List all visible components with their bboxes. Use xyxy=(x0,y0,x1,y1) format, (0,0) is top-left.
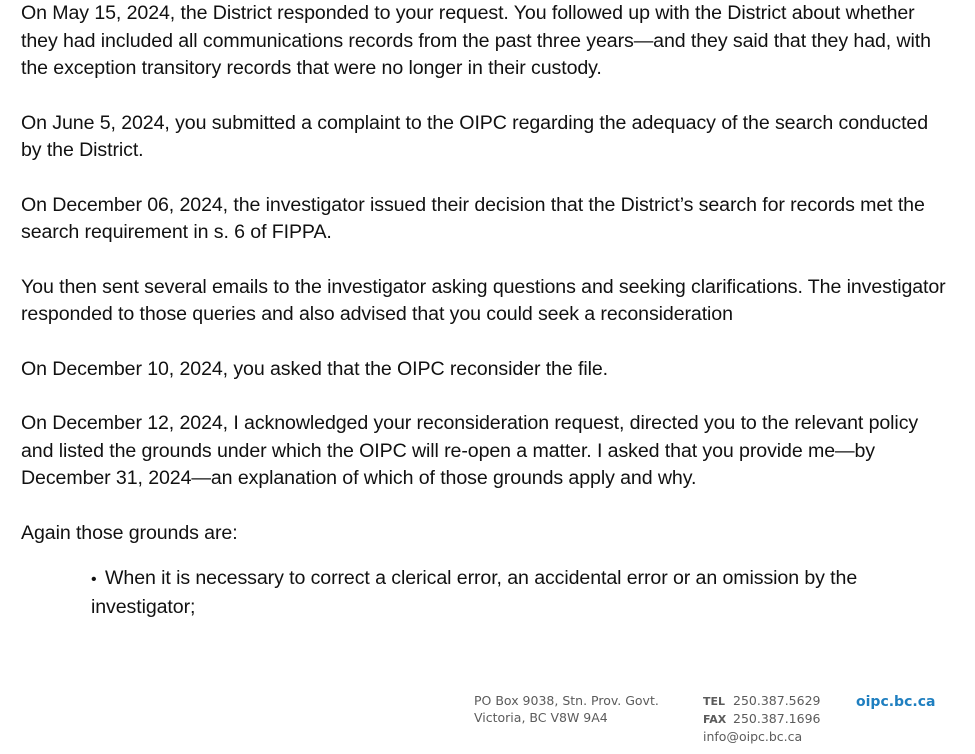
website-link[interactable]: oipc.bc.ca xyxy=(856,694,936,710)
tel-value: 250.387.5629 xyxy=(733,693,821,708)
address-line-1: PO Box 9038, Stn. Prov. Govt. xyxy=(474,693,659,708)
paragraph-emails: You then sent several emails to the investigator asking questions and seeking clarifications. The investigator responded to those queries and also advised that you could seek a reconsideration xyxy=(21,275,946,325)
paragraph-december-10: On December 10, 2024, you asked that the OIPC reconsider the file. xyxy=(21,357,608,380)
paragraph-may-15: On May 15, 2024, the District responded to your request. You followed up with the District about whether they had included all communications records from the past three years—and they said that they had, with the exception transitory records that were no longer in their custody. xyxy=(21,2,931,79)
paragraph-december-12: On December 12, 2024, I acknowledged your reconsideration request, directed you to the relevant policy and listed the grounds under which the OIPC will re-open a matter. I asked that you provide me—by December 31, 2024—an explanation of which of those grounds apply and why. xyxy=(21,412,919,489)
fax-label: FAX xyxy=(703,713,727,726)
letterhead-footer xyxy=(474,692,954,752)
list-item-text: When it is necessary to correct a clerical error, an accidental error or an omission by the investigator; xyxy=(91,567,858,618)
tel-label: TEL xyxy=(703,695,726,708)
fax-value: 250.387.1696 xyxy=(733,711,821,726)
list-item xyxy=(91,565,931,621)
bullet-icon: • xyxy=(91,571,97,588)
footer-contact xyxy=(703,692,820,745)
paragraph-grounds-intro: Again those grounds are: xyxy=(21,521,238,544)
address-line-2: Victoria, BC V8W 9A4 xyxy=(474,710,608,725)
letter-body xyxy=(21,0,951,621)
grounds-list xyxy=(91,565,931,621)
footer-address xyxy=(474,692,659,726)
tel-line xyxy=(703,692,820,710)
paragraph-december-06: On December 06, 2024, the investigator issued their decision that the District’s search for records met the search requirement in s. 6 of FIPPA. xyxy=(21,193,925,243)
email-link[interactable]: info@oipc.bc.ca xyxy=(703,729,803,744)
fax-line xyxy=(703,710,820,728)
paragraph-june-5: On June 5, 2024, you submitted a complaint to the OIPC regarding the adequacy of the search conducted by the District. xyxy=(21,111,929,161)
